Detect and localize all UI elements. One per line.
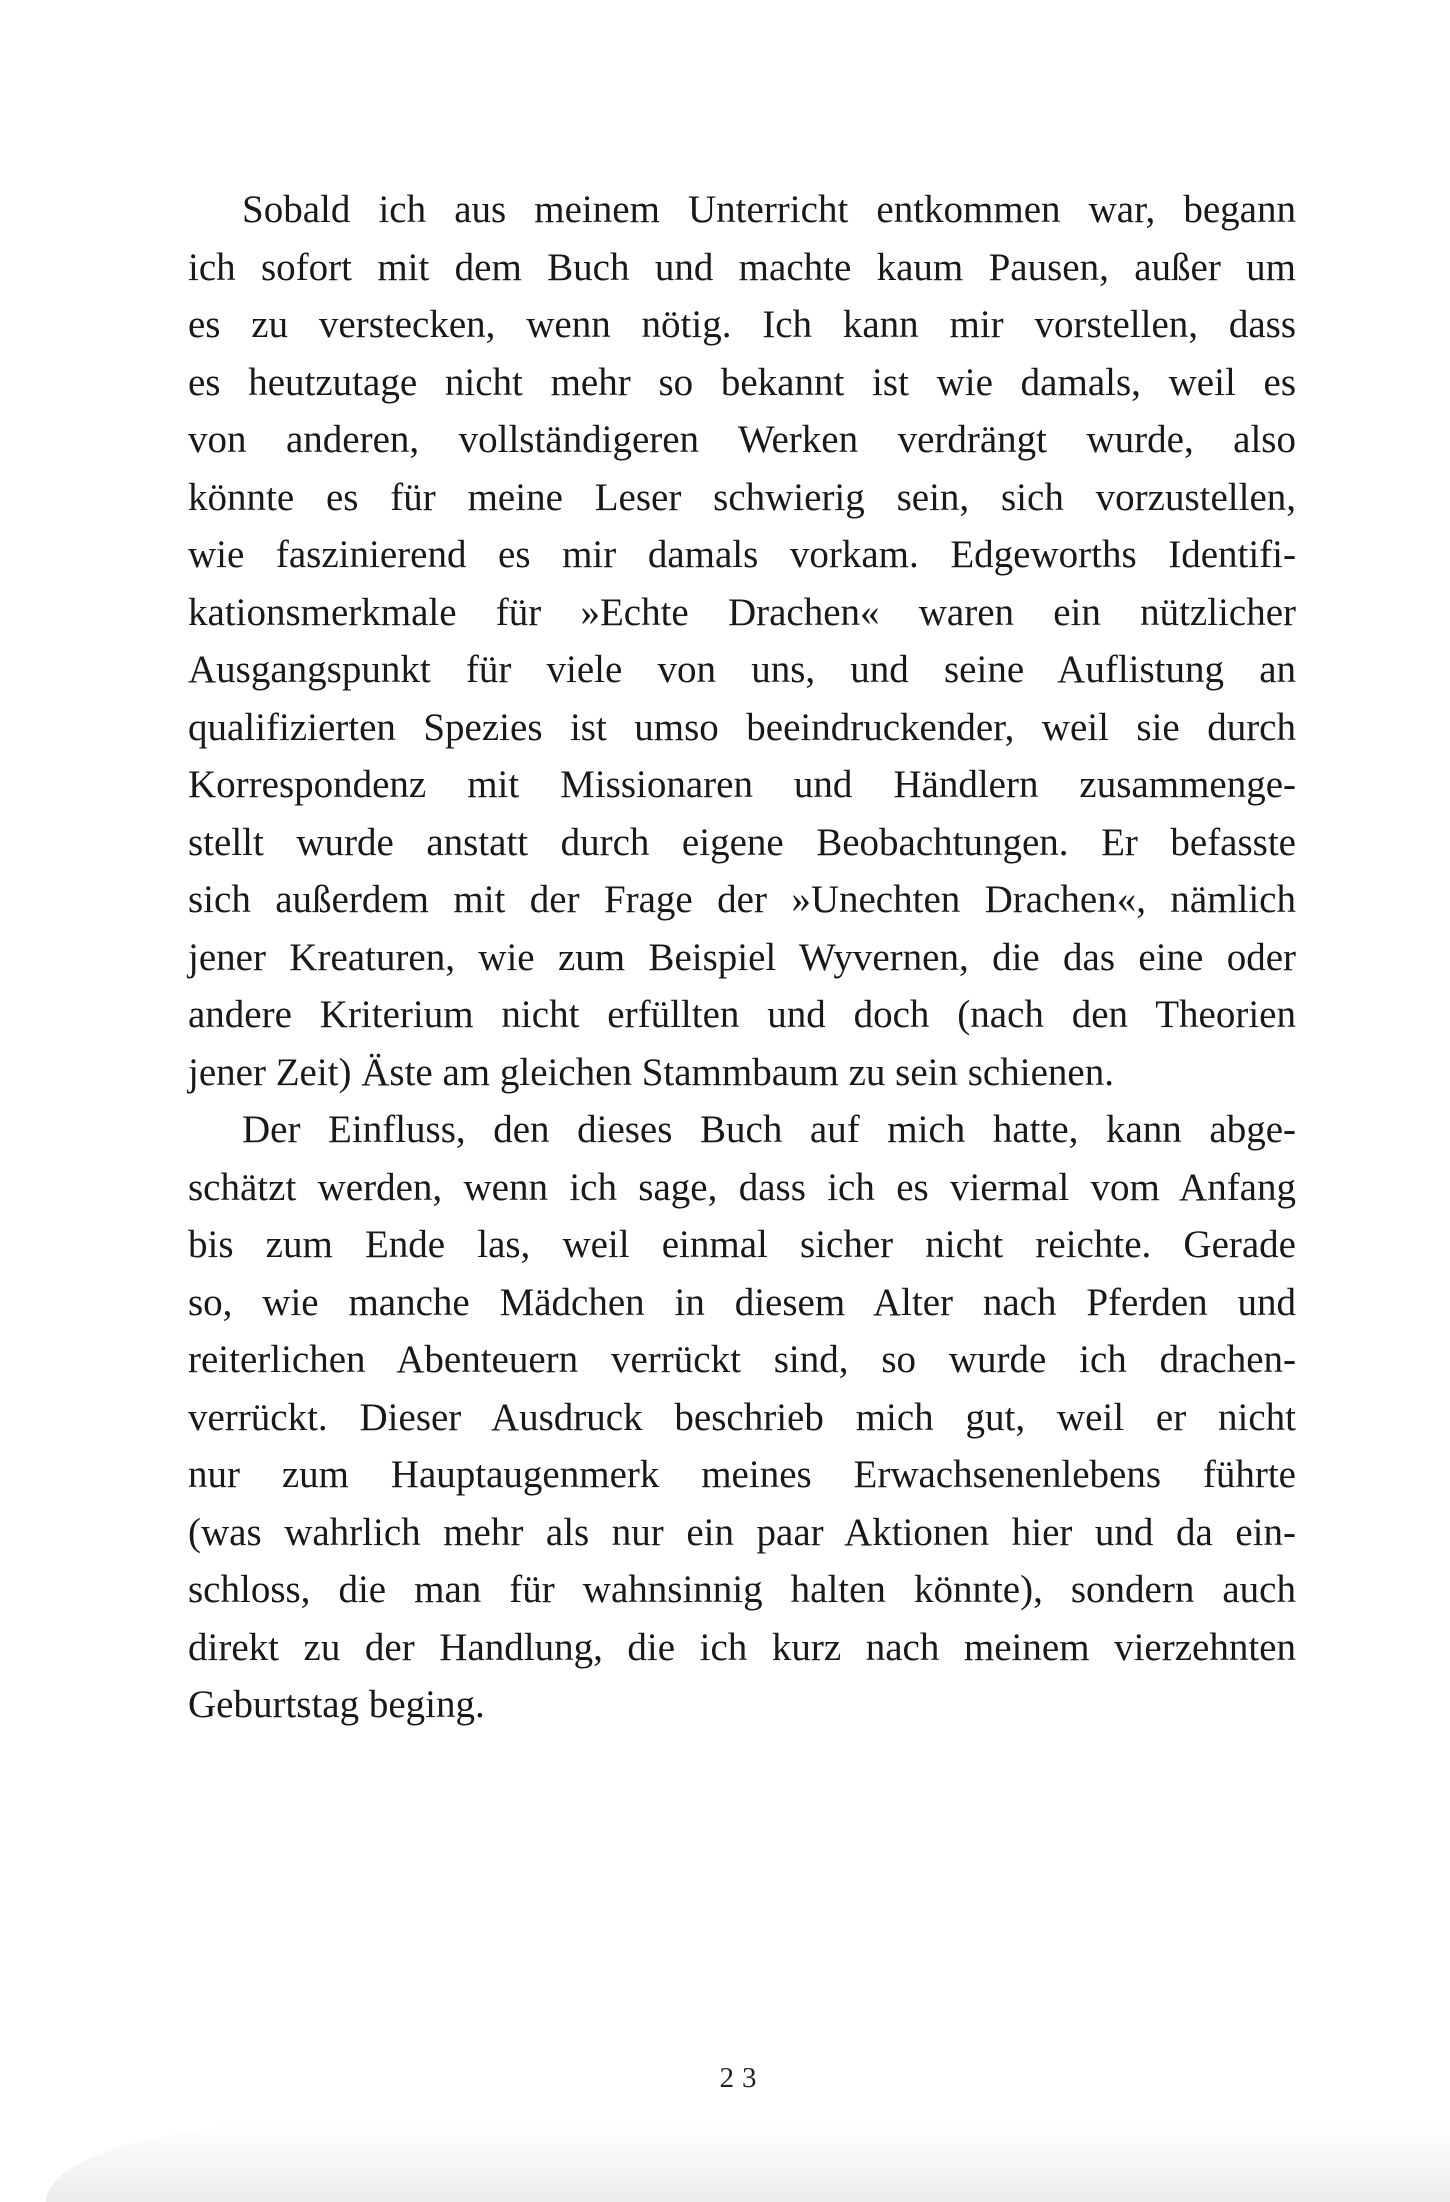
- text-line: so, wie manche Mädchen in diesem Alter nach Pferden und: [188, 1280, 1296, 1324]
- text-line: jener Kreaturen, wie zum Beispiel Wyvernen, die das eine oder: [188, 935, 1296, 979]
- text-line: es heutzutage nicht mehr so bekannt ist wie damals, weil es: [188, 360, 1296, 404]
- text-line: von anderen, vollständigeren Werken verdrängt wurde, also: [188, 418, 1296, 461]
- text-line: jener Zeit) Äste am gleichen Stammbaum zu sein schienen.: [188, 1050, 1114, 1094]
- text-line: verrückt. Dieser Ausdruck beschrieb mich gut, weil er nicht: [188, 1395, 1296, 1439]
- text-line: qualifizierten Spezies ist umso beeindruckender, weil sie durch: [188, 705, 1296, 749]
- text-line: nur zum Hauptaugenmerk meines Erwachsenenlebens führte: [188, 1453, 1296, 1496]
- page-number: 23: [719, 2062, 765, 2094]
- text-line: kationsmerkmale für »Echte Drachen« waren ein nützlicher: [188, 590, 1296, 634]
- text-line: schloss, die man für wahnsinnig halten könnte), sondern auch: [188, 1568, 1296, 1611]
- page-text: [188, 181, 1296, 1734]
- text-line: reiterlichen Abenteuern verrückt sind, so wurde ich drachen-: [188, 1338, 1296, 1381]
- text-line: ich sofort mit dem Buch und machte kaum Pausen, außer um: [188, 245, 1296, 289]
- text-line: stellt wurde anstatt durch eigene Beobachtungen. Er befasste: [188, 820, 1296, 864]
- text-line: schätzt werden, wenn ich sage, dass ich es viermal vom Anfang: [188, 1165, 1296, 1209]
- text-line: Geburtstag beging.: [188, 1683, 485, 1726]
- text-line: andere Kriterium nicht erfüllten und doch (nach den Theorien: [188, 993, 1296, 1036]
- text-line: Korrespondenz mit Missionaren und Händlern zusammenge-: [188, 763, 1296, 806]
- text-line: sich außerdem mit der Frage der »Unechten Drachen«, nämlich: [188, 878, 1296, 921]
- text-line: Ausgangspunkt für viele von uns, und seine Auflistung an: [188, 648, 1296, 691]
- text-line: es zu verstecken, wenn nötig. Ich kann mir vorstellen, dass: [188, 303, 1296, 346]
- text-line: könnte es für meine Leser schwierig sein, sich vorzustellen,: [188, 475, 1296, 519]
- text-line: direkt zu der Handlung, die ich kurz nach meinem vierzehnten: [188, 1625, 1296, 1669]
- text-line: bis zum Ende las, weil einmal sicher nicht reichte. Gerade: [188, 1223, 1296, 1266]
- text-line: Der Einfluss, den dieses Buch auf mich hatte, kann abge-: [242, 1108, 1296, 1151]
- text-line: (was wahrlich mehr als nur ein paar Aktionen hier und da ein-: [188, 1510, 1296, 1554]
- text-line: Sobald ich aus meinem Unterricht entkommen war, begann: [242, 188, 1296, 231]
- text-line: wie faszinierend es mir damals vorkam. Edgeworths Identifi-: [188, 533, 1296, 576]
- next-page-edge: [46, 2121, 1450, 2202]
